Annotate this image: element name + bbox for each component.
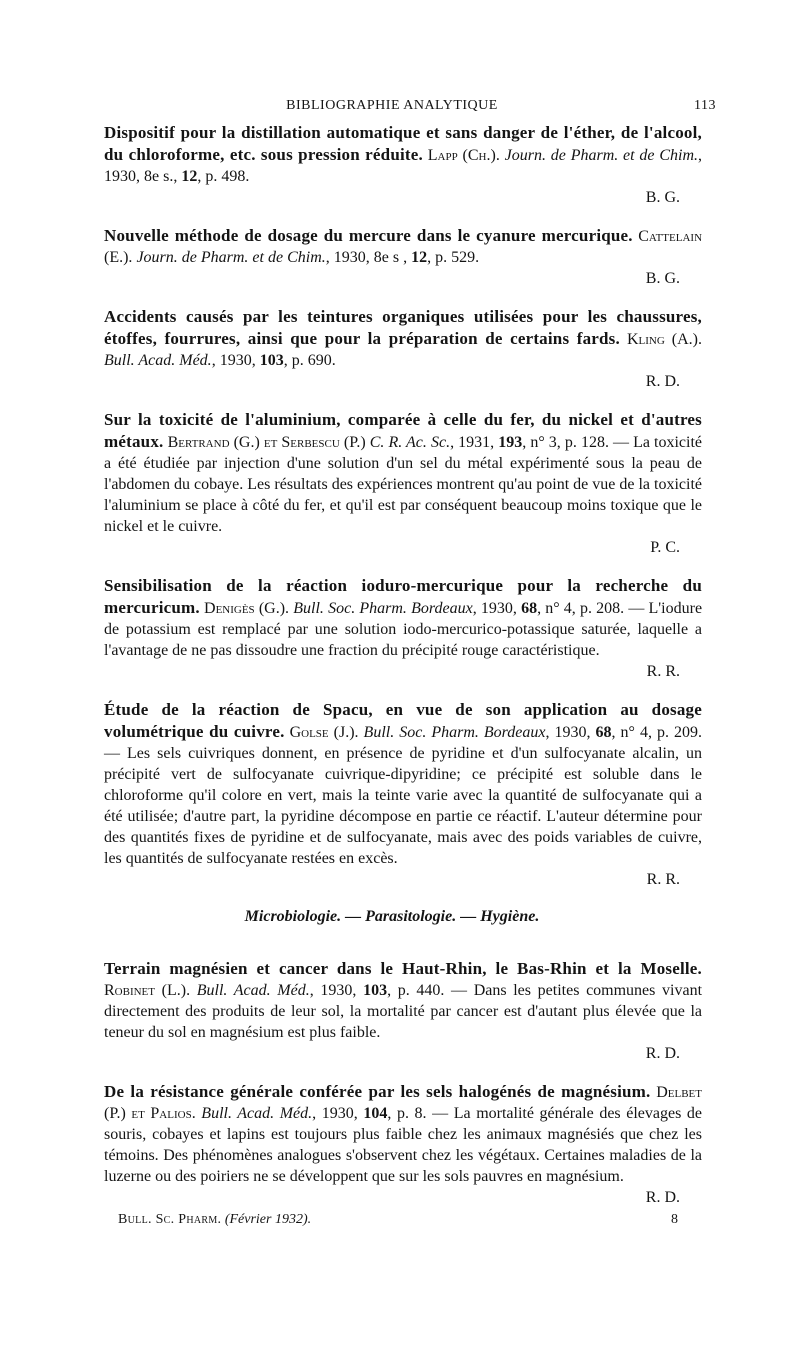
entry-abstract: Les sels cuivriques donnent, en présence de pyridine et d'un sulfocyanate alcalin, un précipité vert de sulfocyanate cuivrique-dipyridine; ce précipité est soluble dans le chloroforme qu'il colore en vert, mais la teinte varie avec la quantité de sulfocyanate qui a été utilisée; d'autre part, la pyridine décompose en partie ce réactif. L'auteur détermine pour des quantités fixes de pyridine et de sulfocyanate, mais avec des poids variables de cuivre, les quantités de sulfocyanate restées en excès. <box>104 745 703 867</box>
entry-authors: Bertrand (G.) et Serbescu (P.) <box>167 434 366 451</box>
entry-title: Sensibilisation de la réaction ioduro-mercurique pour la recherche du mercuricum. <box>104 576 702 617</box>
page <box>82 98 716 1225</box>
entry-authors: Golse (J.). <box>289 724 359 741</box>
entry-volume: 68 <box>521 600 538 617</box>
entry-ref-pre: , 1930, 8e s., <box>104 147 703 185</box>
entry-authors: Kling (A.). <box>626 331 702 348</box>
bibliography-entry <box>104 306 702 392</box>
entry-volume: 103 <box>363 982 388 999</box>
entries-chemistry <box>82 122 702 890</box>
entry-abstract: L'iodure de potassium est remplacé par une solution iodo-mercurico-potassique saturée, laquelle a l'avantage de ne pas dissoudre une fraction du précipité rouge caractéristique. <box>104 600 703 659</box>
entry-ref-post: , p. 8. — <box>387 1105 449 1122</box>
entry-journal: Journ. de Pharm. et de Chim. <box>504 147 699 164</box>
bibliography-entry <box>104 122 702 208</box>
bibliography-entry <box>104 575 702 682</box>
entry-journal: Bull. Soc. Pharm. Bordeaux <box>363 724 546 741</box>
bibliography-entry <box>104 1081 702 1208</box>
entry-initials: R. R. <box>646 871 680 888</box>
entry-ref-pre: , 1930, <box>312 1105 364 1122</box>
entry-volume: 12 <box>181 168 198 185</box>
entry-authors: Denigès (G.). <box>204 600 290 617</box>
entry-ref-post: , n° 4, p. 208. — <box>537 600 645 617</box>
section-heading: Microbiologie. — Parasitologie. — Hygiène. <box>244 908 540 925</box>
footer-signature: 8 <box>671 1212 678 1227</box>
entry-abstract: La mortalité générale des élevages de souris, cobayes et lapins est toujours plus faible chez les animaux magnésiés que chez les témoins. Des phénomènes analogues s'observent chez les végétaux. Certaines maladies de la luzerne ou des poiriers ne se développent que sur les sols pauvres en magnésium. <box>104 1105 703 1185</box>
entry-volume: 12 <box>411 249 428 266</box>
bibliography-entry <box>104 225 702 289</box>
entry-initials: B. G. <box>645 270 680 287</box>
entry-ref-post: , p. 440. — <box>387 982 468 999</box>
entry-abstract: Dans les petites communes vivant directement des produits de leur sol, la mortalité par cancer est d'autant plus élevée que la teneur du sol en magnésium est plus faible. <box>104 982 703 1041</box>
entry-ref-post: , p. 529. <box>427 249 480 266</box>
entry-initials: R. D. <box>645 1045 680 1062</box>
footer-bulletin: Bull. Sc. Pharm. <box>118 1212 222 1227</box>
entry-volume: 68 <box>595 724 612 741</box>
entry-ref-pre: , 1930, <box>211 352 260 369</box>
entry-title: Sur la toxicité de l'aluminium, comparée à celle du fer, du nickel et d'autres métaux. <box>104 410 702 451</box>
entry-ref-pre: , 1930, 8e s , <box>325 249 412 266</box>
entries-microbiology <box>82 958 702 1208</box>
entry-ref-post: , n° 4, p. 209. — <box>104 724 702 762</box>
page-footer <box>118 1212 678 1228</box>
entry-authors: Cattelain (E.). <box>104 228 703 266</box>
entry-journal: Bull. Acad. Méd. <box>196 982 310 999</box>
entry-initials: P. C. <box>650 539 680 556</box>
entry-ref-post: , p. 690. <box>283 352 336 369</box>
entry-initials: B. G. <box>645 189 680 206</box>
entry-journal: C. R. Ac. Sc. <box>369 434 451 451</box>
entry-ref-pre: , 1931, <box>450 434 499 451</box>
entry-initials: R. D. <box>645 1189 680 1206</box>
running-header <box>82 98 716 122</box>
entry-initials: R. D. <box>645 373 680 390</box>
entry-journal: Bull. Acad. Méd. <box>104 352 212 369</box>
entry-title: Étude de la réaction de Spacu, en vue de son application au dosage volumétrique du cuivre. <box>104 700 702 741</box>
entry-authors: Delbet (P.) et Palios. <box>104 1084 702 1122</box>
entry-ref-pre: , 1930, <box>309 982 364 999</box>
entry-ref-pre: , 1930, <box>545 724 596 741</box>
entry-authors: Lapp (Ch.). <box>427 147 500 164</box>
entry-initials: R. R. <box>646 663 680 680</box>
entry-journal: Bull. Soc. Pharm. Bordeaux <box>293 600 473 617</box>
entry-title: Nouvelle méthode de dosage du mercure dans le cyanure mercurique. <box>104 226 633 245</box>
footer-date: (Février 1932). <box>224 1212 312 1227</box>
entry-ref-pre: , 1930, <box>472 600 522 617</box>
entry-ref-post: , n° 3, p. 128. — <box>522 434 630 451</box>
entry-title: Accidents causés par les teintures organiques utilisées pour les chaussures, étoffes, fourrures, ainsi que pour la préparation de certains fards. <box>104 307 702 348</box>
entry-journal: Bull. Acad. Méd. <box>201 1105 313 1122</box>
entry-volume: 193 <box>498 434 523 451</box>
running-title: BIBLIOGRAPHIE ANALYTIQUE <box>286 98 498 113</box>
entry-abstract: La toxicité a été étudiée par injection d'une solution d'un sel du métal expérimenté sous la peau de l'abdomen du cobaye. Les résultats des expériences montrent qu'au point de vue de la toxicité l'aluminium se place à côté du fer, et qu'il est par conséquent beaucoup moins toxique que le nickel et le cuivre. <box>104 434 703 535</box>
entry-volume: 104 <box>363 1105 388 1122</box>
entry-ref-post: , p. 498. <box>197 168 250 185</box>
entry-journal: Journ. de Pharm. et de Chim. <box>136 249 326 266</box>
page-number: 113 <box>694 98 716 113</box>
entry-title: De la résistance générale conférée par les sels halogénés de magnésium. <box>104 1082 651 1101</box>
entry-title: Terrain magnésien et cancer dans le Haut-Rhin, le Bas-Rhin et la Moselle. <box>104 959 702 978</box>
entry-authors: Robinet (L.). <box>104 982 191 999</box>
bibliography-entry <box>104 699 702 890</box>
entry-title: Dispositif pour la distillation automatique et sans danger de l'éther, de l'alcool, du chloroforme, etc. sous pression réduite. <box>104 123 702 164</box>
bibliography-entry <box>104 409 702 558</box>
bibliography-entry <box>104 958 702 1064</box>
entry-volume: 103 <box>259 352 284 369</box>
